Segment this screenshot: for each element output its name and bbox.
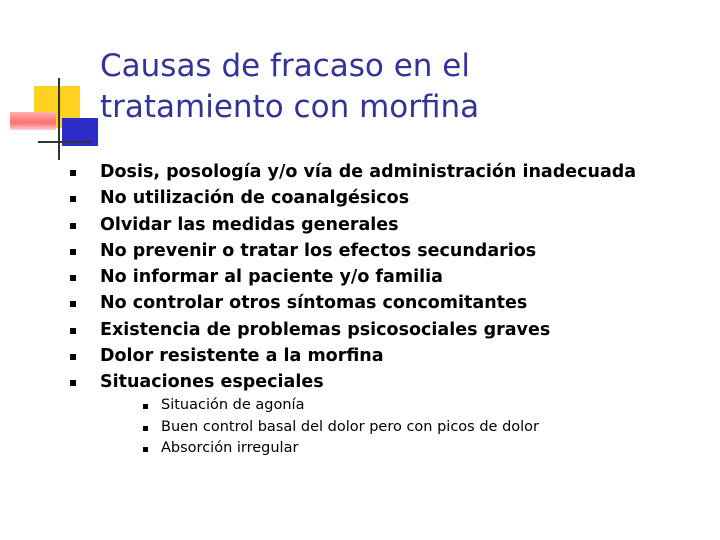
sub-bullet-item xyxy=(0,395,720,417)
bullet-text: Existencia de problemas psicosociales graves xyxy=(100,319,551,340)
bullet-text: Olvidar las medidas generales xyxy=(100,214,399,235)
square-bullet-icon xyxy=(143,426,148,431)
bullet-text: No controlar otros síntomas concomitantes xyxy=(100,293,528,314)
square-bullet-icon xyxy=(70,301,76,307)
sub-bullet-item xyxy=(0,438,720,460)
bullet-text: Situaciones especiales xyxy=(100,372,324,393)
bullet-text: Dolor resistente a la morfina xyxy=(100,346,384,367)
square-bullet-icon xyxy=(70,196,76,202)
bullet-text: Dosis, posología y/o vía de administración inadecuada xyxy=(100,162,637,182)
bullet-item xyxy=(0,290,720,316)
square-bullet-icon xyxy=(70,354,76,360)
square-bullet-icon xyxy=(70,275,76,281)
logo-red-bar xyxy=(10,112,56,130)
square-bullet-icon xyxy=(70,170,76,176)
bullet-item xyxy=(0,317,720,343)
sub-bullet-text: Absorción irregular xyxy=(161,440,299,456)
bullet-item xyxy=(0,185,720,211)
bullet-item xyxy=(0,159,720,185)
square-bullet-icon xyxy=(70,223,76,229)
square-bullet-icon xyxy=(70,380,76,386)
bullet-text: No utilización de coanalgésicos xyxy=(100,188,410,209)
bullet-item xyxy=(0,212,720,238)
bullet-item xyxy=(0,369,720,395)
square-bullet-icon xyxy=(143,447,148,452)
bullet-text: No prevenir o tratar los efectos secundarios xyxy=(100,240,537,261)
square-bullet-icon xyxy=(70,328,76,334)
bullet-text: No informar al paciente y/o familia xyxy=(100,267,443,288)
sub-bullet-item xyxy=(0,417,720,439)
bullet-item xyxy=(0,264,720,290)
logo-vertical-line xyxy=(58,78,60,160)
sub-bullet-text: Buen control basal del dolor pero con picos de dolor xyxy=(161,418,540,435)
bullet-item xyxy=(0,343,720,369)
slide-title-line-2: tratamiento con morfina xyxy=(100,89,480,125)
bullet-item xyxy=(0,238,720,264)
bullet-list xyxy=(0,159,720,396)
slide-title-line-1: Causas de fracaso en el xyxy=(100,48,470,84)
square-bullet-icon xyxy=(70,249,76,255)
sub-bullet-text: Situación de agonía xyxy=(161,397,305,413)
logo-horizontal-line xyxy=(38,141,92,143)
slide-title xyxy=(100,46,700,128)
sub-bullet-list xyxy=(0,395,720,460)
square-bullet-icon xyxy=(143,404,148,409)
